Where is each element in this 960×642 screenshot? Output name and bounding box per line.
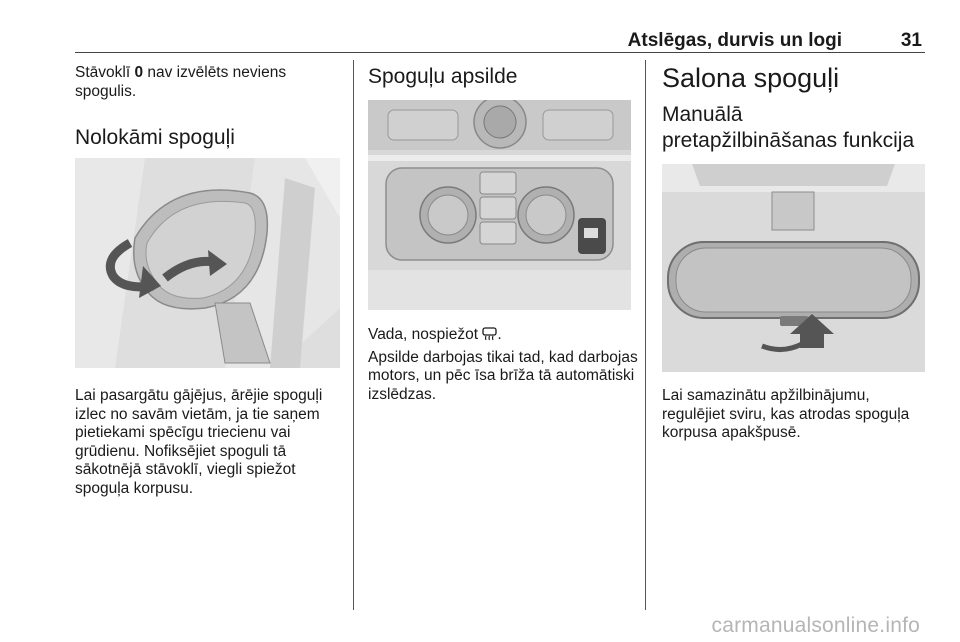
heating-instruction-end: . (497, 326, 502, 343)
heated-mirror-icon (482, 327, 497, 341)
folding-mirrors-paragraph: Lai pasargātu gājējus, ārējie spoguļi izlec no savām vietām, ja tie saņem pietiekami spēcīgu triecienu vai grūdienu. Nofiksējiet spoguli tā sākotnējā stāvoklī, viegli spiežot spoguļa korpusu. (75, 387, 323, 497)
column-2-lower (368, 326, 638, 404)
column-1 (75, 60, 340, 151)
heating-instruction (368, 326, 638, 345)
section-heading-mirror-heating: Spoguļu apsilde (368, 65, 518, 88)
interior-mirror-illustration (662, 164, 925, 372)
climate-panel-illustration (368, 100, 631, 310)
watermark: carmanualsonline.info (711, 614, 920, 637)
column-divider-2 (645, 60, 646, 610)
folding-mirror-illustration (75, 158, 340, 368)
page-number: 31 (900, 30, 922, 51)
column-divider-1 (353, 60, 354, 610)
heating-paragraph: Apsilde darbojas tikai tad, kad darbojas motors, un pēc īsa brīža tā automātiski izslēdzas. (368, 348, 638, 403)
intro-after: nav izvēlēts neviens spogulis. (75, 64, 287, 100)
subheading-line-1: Manuālā (662, 103, 743, 126)
heating-instruction-text: Vada, nospiežot (368, 326, 479, 343)
intro-strong: 0 (134, 64, 144, 81)
subheading-line-2: pretapžilbināšanas funkcija (662, 129, 915, 152)
column-3-lower (662, 387, 932, 443)
running-header: Atslēgas, durvis un logi (627, 30, 842, 51)
intro-before: Stāvoklī (75, 64, 135, 81)
column-3 (662, 60, 932, 154)
column-1-lower (75, 387, 345, 498)
intro-paragraph (75, 64, 340, 101)
interior-mirror-paragraph: Lai samazinātu apžilbinājumu, regulējiet sviru, kas atrodas spoguļa korpusa apakšpusē. (662, 387, 910, 441)
header-rule (75, 52, 925, 53)
column-2 (368, 60, 633, 90)
section-heading-interior-mirrors: Salona spoguļi (662, 63, 840, 93)
section-heading-folding-mirrors: Nolokāmi spoguļi (75, 126, 235, 149)
